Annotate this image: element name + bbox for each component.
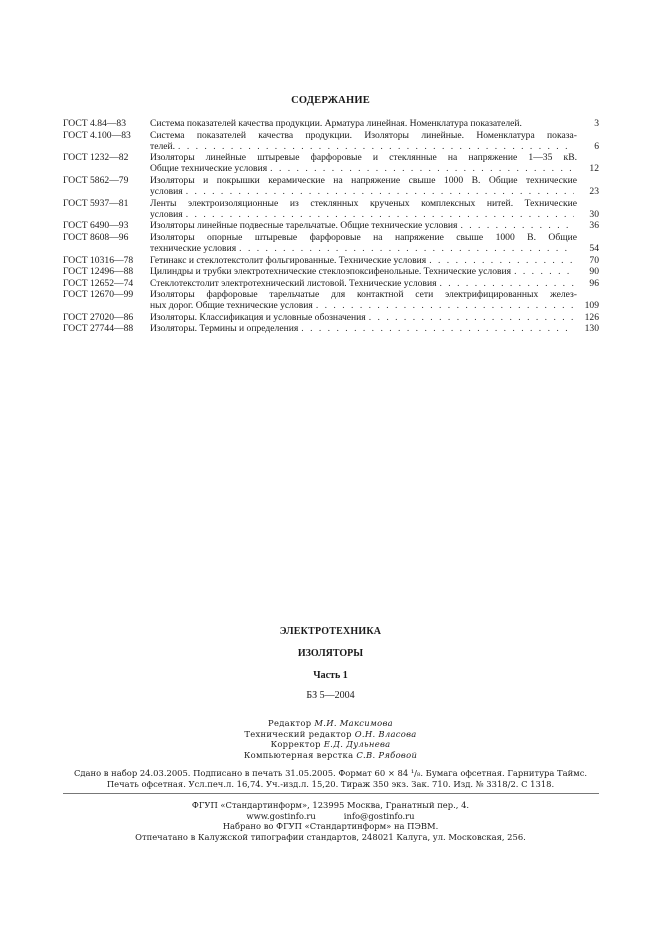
toc-entry-page: 3 [594, 118, 599, 129]
toc-entry-page: 6 [594, 140, 599, 152]
toc-entry-title [150, 175, 577, 197]
table-of-contents [63, 118, 599, 335]
toc-entry-line: Система показателей качества продукции. Изоляторы линейные. Номенклатура показа- [150, 129, 577, 141]
leader-dots [270, 163, 574, 174]
toc-entry-code: ГОСТ 4.100—83 [63, 129, 131, 141]
toc-entry-title [150, 130, 577, 152]
toc-entry-code: ГОСТ 1232—82 [63, 152, 129, 164]
leader-dots [301, 323, 574, 334]
toc-entry[interactable] [63, 220, 599, 231]
toc-entry-code: ГОСТ 5937—81 [63, 197, 129, 209]
leader-dots [186, 209, 574, 220]
toc-entry-title [150, 232, 577, 254]
toc-entry[interactable] [63, 323, 599, 334]
pubinfo-line-1: Сдано в набор 24.03.2005. Подписано в печать 31.05.2005. Формат 60 × 84 ¹/₈. Бумага офсетная. Гарнитура Таймс. [73, 768, 588, 778]
toc-entry-line-text: условия [150, 208, 183, 220]
toc-entry-title [150, 312, 577, 323]
toc-entry-line-text: Изоляторы линейные подвесные тарельчатые. Общие технические условия [150, 220, 458, 232]
toc-entry-line-text: Гетинакс и стеклотекстолит фольгированные. Технические условия [150, 254, 427, 266]
typeset-note: Набрано во ФГУП «Стандартинформ» на ПЭВМ. [222, 821, 439, 831]
publisher-address: ФГУП «Стандартинформ», 123995 Москва, Гранатный пер., 4. [191, 800, 470, 810]
toc-entry[interactable] [63, 312, 599, 323]
publication-info [0, 768, 661, 790]
toc-entry-page: 23 [589, 186, 599, 198]
toc-entry-title [150, 118, 577, 129]
toc-entry[interactable] [63, 152, 599, 174]
toc-entry-page: 70 [589, 254, 599, 266]
toc-entry-line: Изоляторы линейные штыревые фарфоровые и стеклянные на напряжение 1—35 кВ. [150, 152, 577, 164]
leader-dots [316, 300, 574, 311]
toc-entry-line-text: Цилиндры и трубки электротехнические стеклоэпоксифенольные. Технические условия [150, 266, 512, 278]
toc-entry-line-text: Изоляторы. Классификация и условные обозначения [150, 311, 366, 323]
toc-entry-title [150, 198, 577, 220]
collection-title: ИЗОЛЯТОРЫ [297, 648, 364, 659]
toc-entry-page: 30 [589, 208, 599, 220]
toc-entry[interactable] [63, 175, 599, 197]
toc-entry[interactable] [63, 198, 599, 220]
toc-entry-page: 109 [584, 300, 599, 312]
toc-entry-line-text: Общие технические условия [150, 163, 268, 175]
toc-entry-title [150, 255, 577, 266]
toc-entry-line [150, 163, 577, 174]
toc-entry-line [150, 220, 577, 231]
toc-entry-line: Изоляторы опорные штыревые фарфоровые на напряжение свыше 1000 В. Общие [150, 231, 577, 243]
toc-entry-title [150, 289, 577, 311]
toc-entry-line-text: условия [150, 186, 183, 198]
pubinfo-line-2: Печать офсетная. Усл.печ.л. 16,74. Уч.-изд.л. 15,20. Тираж 350 экз. Зак. 710. Изд. № 3318/2. С 1318. [106, 778, 555, 789]
leader-dots [369, 312, 574, 323]
toc-entry-line: Изоляторы и покрышки керамические на напряжение свыше 1000 В. Общие технические [150, 174, 577, 186]
toc-entry-line [150, 209, 577, 220]
toc-entry-page: 96 [589, 277, 599, 289]
toc-entry-page: 36 [589, 220, 599, 232]
toc-title: СОДЕРЖАНИЕ [291, 95, 370, 106]
toc-entry-code: ГОСТ 4.84—83 [63, 118, 126, 129]
toc-entry[interactable] [63, 289, 599, 311]
toc-entry[interactable] [63, 266, 599, 277]
toc-entry[interactable] [63, 232, 599, 254]
toc-entry-line [150, 266, 577, 277]
toc-entry-line [150, 141, 577, 152]
toc-entry-line-text: технические условия [150, 243, 237, 255]
toc-entry-code: ГОСТ 8608—96 [63, 231, 129, 243]
toc-entry-line [150, 186, 577, 197]
publisher-footer [0, 800, 661, 842]
toc-entry-line-text: Стеклотекстолит электротехнический листовой. Технические условия [150, 277, 437, 289]
toc-entry-code: ГОСТ 6490—93 [63, 220, 129, 232]
toc-entry-line [150, 300, 577, 311]
toc-entry-page: 90 [589, 266, 599, 278]
toc-entry-title [150, 323, 577, 334]
toc-entry-code: ГОСТ 10316—78 [63, 254, 134, 266]
toc-entry-code: ГОСТ 12496—88 [63, 266, 134, 278]
toc-entry-code: ГОСТ 12652—74 [63, 277, 134, 289]
credits-block [0, 718, 661, 760]
printer-note: Отпечатано в Калужской типографии стандартов, 248021 Калуга, ул. Московская, 256. [135, 831, 526, 842]
toc-entry-code: ГОСТ 12670—99 [63, 289, 134, 301]
credit-line: Редактор М.И. Максимова [268, 718, 393, 728]
credit-line: Корректор Е.Д. Дульнева [270, 739, 391, 750]
leader-dots [429, 255, 574, 266]
toc-entry[interactable] [63, 118, 599, 129]
toc-entry[interactable] [63, 255, 599, 266]
part-number: Часть 1 [313, 670, 348, 681]
leader-dots [178, 141, 574, 152]
toc-entry-title [150, 278, 577, 289]
toc-entry[interactable] [63, 278, 599, 289]
toc-entry-line-text: Изоляторы. Термины и определения [150, 323, 299, 335]
toc-entry-code: ГОСТ 27020—86 [63, 311, 134, 323]
website-link[interactable]: www.gostinfo.ru [246, 810, 316, 821]
toc-entry-line [150, 323, 577, 334]
email-link[interactable]: info@gostinfo.ru [343, 810, 415, 821]
toc-entry-title [150, 152, 577, 174]
toc-entry-line [150, 278, 577, 289]
toc-entry-line-text: Система показателей качества продукции. Арматура линейная. Номенклатура показателей. [150, 118, 522, 129]
toc-entry-line: Ленты электроизоляционные из стеклянных крученых комплексных нитей. Технические [150, 197, 577, 209]
leader-dots [440, 278, 575, 289]
toc-entry-page: 54 [589, 243, 599, 255]
bz-code: БЗ 5—2004 [306, 690, 355, 701]
toc-entry-code: ГОСТ 27744—88 [63, 323, 134, 335]
leader-dots [239, 243, 574, 254]
toc-entry-line-text: телей. [150, 140, 176, 152]
toc-entry-page: 130 [584, 323, 599, 335]
toc-entry-title [150, 266, 577, 277]
leader-dots [186, 186, 574, 197]
leader-dots [460, 220, 574, 231]
toc-entry-page: 126 [584, 311, 599, 323]
toc-entry-code: ГОСТ 5862—79 [63, 174, 129, 186]
toc-entry-title [150, 220, 577, 231]
toc-entry-line [150, 312, 577, 323]
toc-entry-page: 12 [589, 163, 599, 175]
divider [63, 793, 599, 794]
toc-entry-line [150, 255, 577, 266]
credit-line: Технический редактор О.Н. Власова [244, 728, 417, 739]
contact-row [0, 811, 661, 822]
toc-entry-line-text: ных дорог. Общие технические условия [150, 300, 313, 312]
section-title: ЭЛЕКТРОТЕХНИКА [279, 626, 382, 637]
credit-line: Компьютерная верстка С.В. Рябовой [243, 749, 418, 760]
toc-entry[interactable] [63, 130, 599, 152]
toc-entry-line [150, 243, 577, 254]
toc-entry-line: Изоляторы фарфоровые тарельчатые для контактной сети электрифицированных желез- [150, 289, 577, 301]
toc-entry-line [150, 118, 577, 129]
leader-dots [514, 266, 574, 277]
